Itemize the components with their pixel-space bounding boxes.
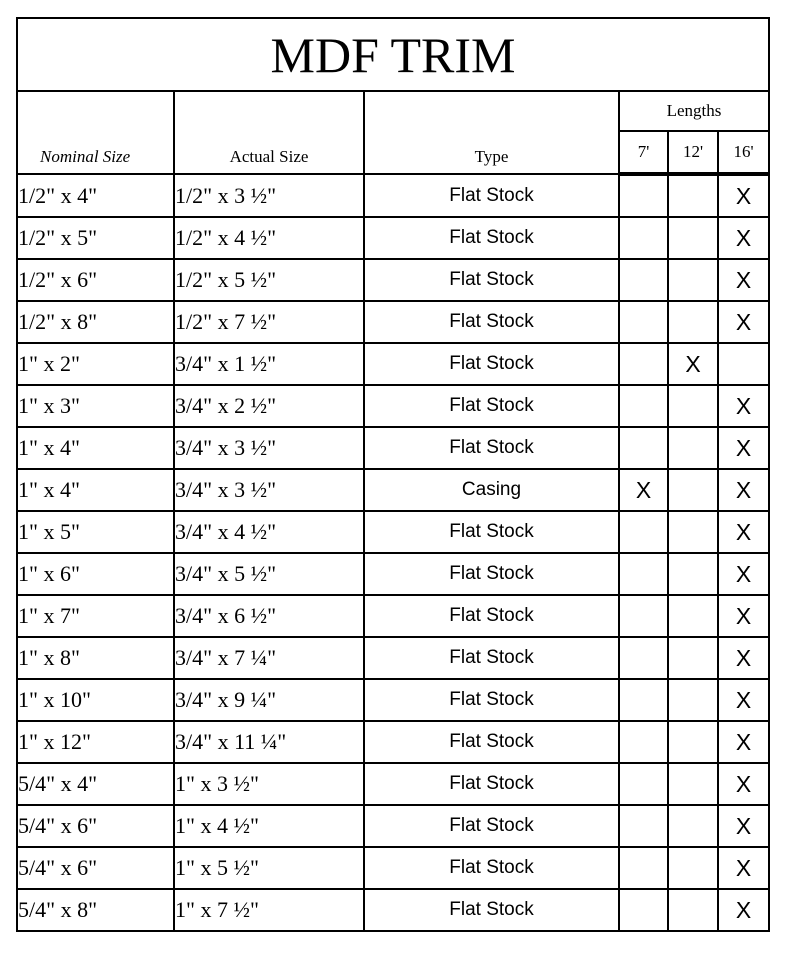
header-nominal-size: Nominal Size <box>17 91 174 174</box>
table-row <box>17 301 769 343</box>
length-12-cell <box>668 427 718 469</box>
length-12-cell <box>668 805 718 847</box>
length-16-cell: X <box>718 595 769 637</box>
type-cell: Flat Stock <box>364 385 619 427</box>
table-row <box>17 679 769 721</box>
length-7-cell <box>619 343 668 385</box>
length-7-cell <box>619 217 668 259</box>
type-cell: Flat Stock <box>364 174 619 217</box>
table-row <box>17 763 769 805</box>
table-body <box>17 174 769 931</box>
length-12-cell <box>668 217 718 259</box>
length-12-cell <box>668 259 718 301</box>
nominal-size-cell: 1" x 12" <box>17 721 174 763</box>
length-16-cell: X <box>718 679 769 721</box>
table-row <box>17 553 769 595</box>
actual-size-cell: 1/2" x 7 ½" <box>174 301 364 343</box>
actual-size-cell: 3/4" x 9 ¼" <box>174 679 364 721</box>
length-16-cell: X <box>718 721 769 763</box>
header-length-7: 7' <box>619 131 668 174</box>
length-12-cell: X <box>668 343 718 385</box>
actual-size-cell: 3/4" x 2 ½" <box>174 385 364 427</box>
type-cell: Flat Stock <box>364 301 619 343</box>
nominal-size-cell: 1/2" x 5" <box>17 217 174 259</box>
type-cell: Flat Stock <box>364 889 619 931</box>
length-16-cell: X <box>718 217 769 259</box>
length-7-cell <box>619 679 668 721</box>
length-16-cell: X <box>718 805 769 847</box>
table-row <box>17 847 769 889</box>
table-row <box>17 595 769 637</box>
nominal-size-cell: 1/2" x 8" <box>17 301 174 343</box>
table-row <box>17 385 769 427</box>
length-16-cell: X <box>718 301 769 343</box>
type-cell: Flat Stock <box>364 553 619 595</box>
type-cell: Flat Stock <box>364 805 619 847</box>
type-cell: Flat Stock <box>364 847 619 889</box>
mdf-trim-table <box>16 17 770 932</box>
length-7-cell <box>619 637 668 679</box>
nominal-size-cell: 1" x 4" <box>17 469 174 511</box>
nominal-size-cell: 1" x 5" <box>17 511 174 553</box>
table-row <box>17 511 769 553</box>
length-7-cell <box>619 595 668 637</box>
type-cell: Flat Stock <box>364 595 619 637</box>
length-7-cell <box>619 385 668 427</box>
header-length-16: 16' <box>718 131 769 174</box>
table-row <box>17 174 769 217</box>
length-12-cell <box>668 637 718 679</box>
actual-size-cell: 3/4" x 3 ½" <box>174 469 364 511</box>
length-16-cell: X <box>718 259 769 301</box>
actual-size-cell: 1" x 5 ½" <box>174 847 364 889</box>
length-7-cell <box>619 427 668 469</box>
length-7-cell <box>619 174 668 217</box>
table-row <box>17 343 769 385</box>
length-12-cell <box>668 301 718 343</box>
length-16-cell: X <box>718 469 769 511</box>
nominal-size-cell: 1/2" x 6" <box>17 259 174 301</box>
length-7-cell <box>619 259 668 301</box>
header-actual-size: Actual Size <box>174 91 364 174</box>
actual-size-cell: 3/4" x 5 ½" <box>174 553 364 595</box>
length-16-cell: X <box>718 553 769 595</box>
actual-size-cell: 3/4" x 7 ¼" <box>174 637 364 679</box>
type-cell: Flat Stock <box>364 427 619 469</box>
type-cell: Flat Stock <box>364 343 619 385</box>
nominal-size-cell: 5/4" x 8" <box>17 889 174 931</box>
length-16-cell: X <box>718 847 769 889</box>
table-row <box>17 469 769 511</box>
nominal-size-cell: 5/4" x 6" <box>17 847 174 889</box>
actual-size-cell: 1/2" x 5 ½" <box>174 259 364 301</box>
length-16-cell: X <box>718 427 769 469</box>
length-12-cell <box>668 511 718 553</box>
actual-size-cell: 3/4" x 3 ½" <box>174 427 364 469</box>
nominal-size-cell: 1" x 2" <box>17 343 174 385</box>
type-cell: Flat Stock <box>364 637 619 679</box>
actual-size-cell: 1" x 3 ½" <box>174 763 364 805</box>
type-cell: Flat Stock <box>364 679 619 721</box>
actual-size-cell: 3/4" x 6 ½" <box>174 595 364 637</box>
length-12-cell <box>668 889 718 931</box>
actual-size-cell: 3/4" x 1 ½" <box>174 343 364 385</box>
table-row <box>17 889 769 931</box>
nominal-size-cell: 1" x 6" <box>17 553 174 595</box>
actual-size-cell: 1/2" x 3 ½" <box>174 174 364 217</box>
table-row <box>17 217 769 259</box>
type-cell: Flat Stock <box>364 259 619 301</box>
length-7-cell <box>619 511 668 553</box>
length-7-cell <box>619 301 668 343</box>
length-12-cell <box>668 385 718 427</box>
length-7-cell <box>619 763 668 805</box>
actual-size-cell: 1/2" x 4 ½" <box>174 217 364 259</box>
type-cell: Flat Stock <box>364 217 619 259</box>
actual-size-cell: 1" x 4 ½" <box>174 805 364 847</box>
table-row <box>17 805 769 847</box>
length-16-cell: X <box>718 174 769 217</box>
length-7-cell: X <box>619 469 668 511</box>
length-12-cell <box>668 553 718 595</box>
actual-size-cell: 3/4" x 11 ¼" <box>174 721 364 763</box>
length-7-cell <box>619 889 668 931</box>
header-type: Type <box>364 91 619 174</box>
table-row <box>17 427 769 469</box>
actual-size-cell: 1" x 7 ½" <box>174 889 364 931</box>
length-12-cell <box>668 174 718 217</box>
header-lengths: Lengths <box>619 91 769 131</box>
length-16-cell: X <box>718 889 769 931</box>
length-16-cell: X <box>718 511 769 553</box>
nominal-size-cell: 1/2" x 4" <box>17 174 174 217</box>
length-12-cell <box>668 469 718 511</box>
type-cell: Casing <box>364 469 619 511</box>
type-cell: Flat Stock <box>364 721 619 763</box>
table-row <box>17 721 769 763</box>
header-length-12: 12' <box>668 131 718 174</box>
length-12-cell <box>668 595 718 637</box>
nominal-size-cell: 1" x 8" <box>17 637 174 679</box>
length-12-cell <box>668 847 718 889</box>
nominal-size-cell: 1" x 7" <box>17 595 174 637</box>
length-16-cell: X <box>718 385 769 427</box>
length-12-cell <box>668 679 718 721</box>
length-12-cell <box>668 721 718 763</box>
table-row <box>17 637 769 679</box>
length-12-cell <box>668 763 718 805</box>
length-7-cell <box>619 553 668 595</box>
length-7-cell <box>619 847 668 889</box>
length-16-cell: X <box>718 763 769 805</box>
table-row <box>17 259 769 301</box>
nominal-size-cell: 5/4" x 6" <box>17 805 174 847</box>
table-title: MDF TRIM <box>17 18 769 91</box>
type-cell: Flat Stock <box>364 511 619 553</box>
type-cell: Flat Stock <box>364 763 619 805</box>
nominal-size-cell: 5/4" x 4" <box>17 763 174 805</box>
length-16-cell: X <box>718 637 769 679</box>
nominal-size-cell: 1" x 3" <box>17 385 174 427</box>
actual-size-cell: 3/4" x 4 ½" <box>174 511 364 553</box>
nominal-size-cell: 1" x 10" <box>17 679 174 721</box>
nominal-size-cell: 1" x 4" <box>17 427 174 469</box>
length-16-cell <box>718 343 769 385</box>
length-7-cell <box>619 805 668 847</box>
length-7-cell <box>619 721 668 763</box>
